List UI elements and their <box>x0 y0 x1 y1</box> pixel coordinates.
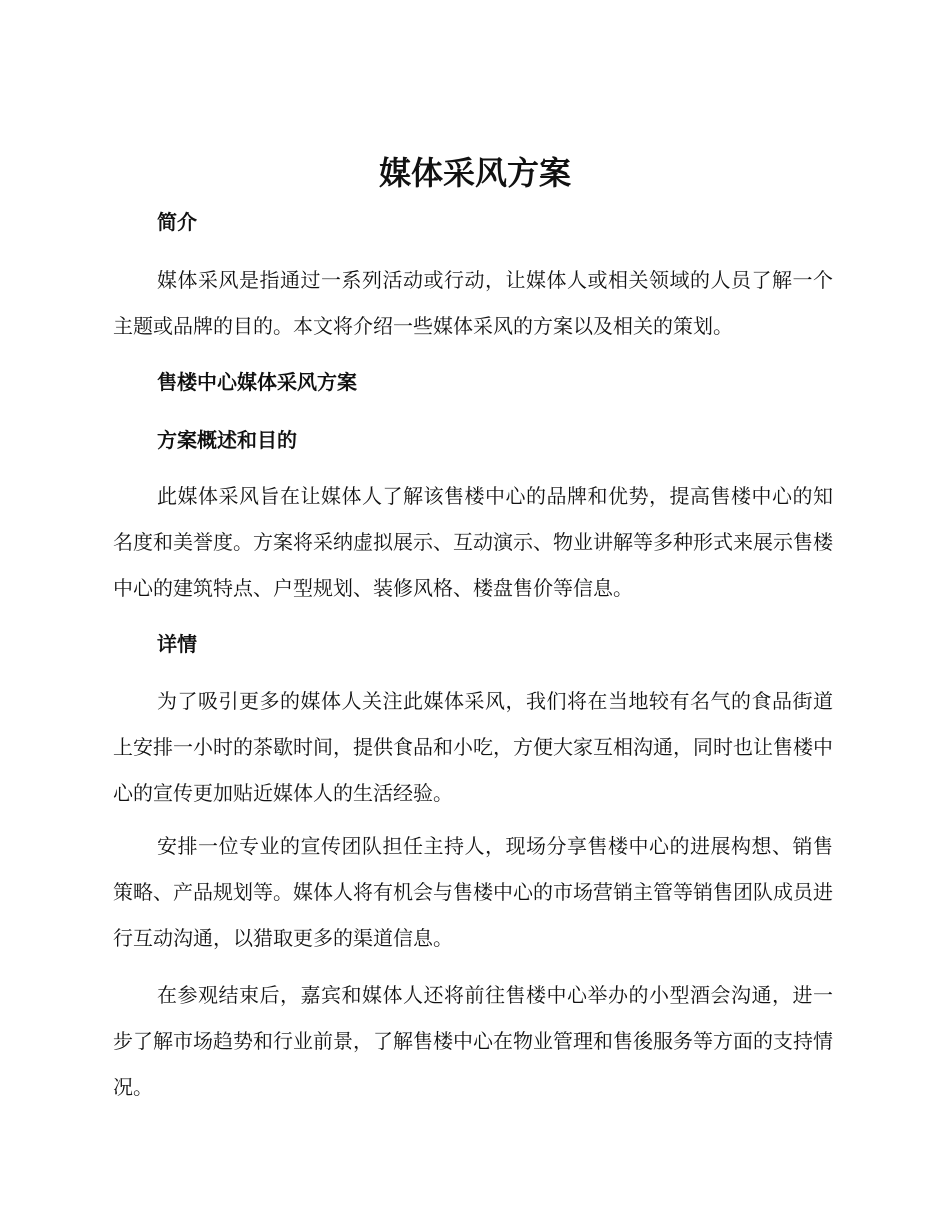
paragraph-details-3: 在参观结束后，嘉宾和媒体人还将前往售楼中心举办的小型酒会沟通，进一步了解市场趋势和行业前景，了解售楼中心在物业管理和售後服务等方面的支持情况。 <box>113 983 833 1099</box>
paragraph-details-2: 安排一位专业的宣传团队担任主持人，现场分享售楼中心的进展构想、销售策略、产品规划等。媒体人将有机会与售楼中心的市场营销主管等销售团队成员进行互动沟通，以猎取更多的渠道信息。 <box>113 834 833 950</box>
paragraph-details-1: 为了吸引更多的媒体人关注此媒体采风，我们将在当地较有名气的食品街道上安排一小时的茶歇时间，提供食品和小吃，方便大家互相沟通，同时也让售楼中心的宣传更加贴近媒体人的生活经验。 <box>113 689 833 805</box>
section-heading-details: 详情 <box>157 632 197 656</box>
section-heading-overview: 方案概述和目的 <box>157 428 297 452</box>
section-heading-intro: 简介 <box>157 210 197 234</box>
paragraph-overview: 此媒体采风旨在让媒体人了解该售楼中心的品牌和优势，提高售楼中心的知名度和美誉度。方案将采纳虚拟展示、互动演示、物业讲解等多种形式来展示售楼中心的建筑特点、户型规划、装修风格、楼盘售价等信息。 <box>113 484 833 600</box>
paragraph-intro: 媒体采风是指通过一系列活动或行动，让媒体人或相关领域的人员了解一个主题或品牌的目的。本文将介绍一些媒体采风的方案以及相关的策划。 <box>113 268 833 338</box>
document-title: 媒体采风方案 <box>378 154 571 192</box>
section-heading-plan: 售楼中心媒体采风方案 <box>157 370 357 394</box>
